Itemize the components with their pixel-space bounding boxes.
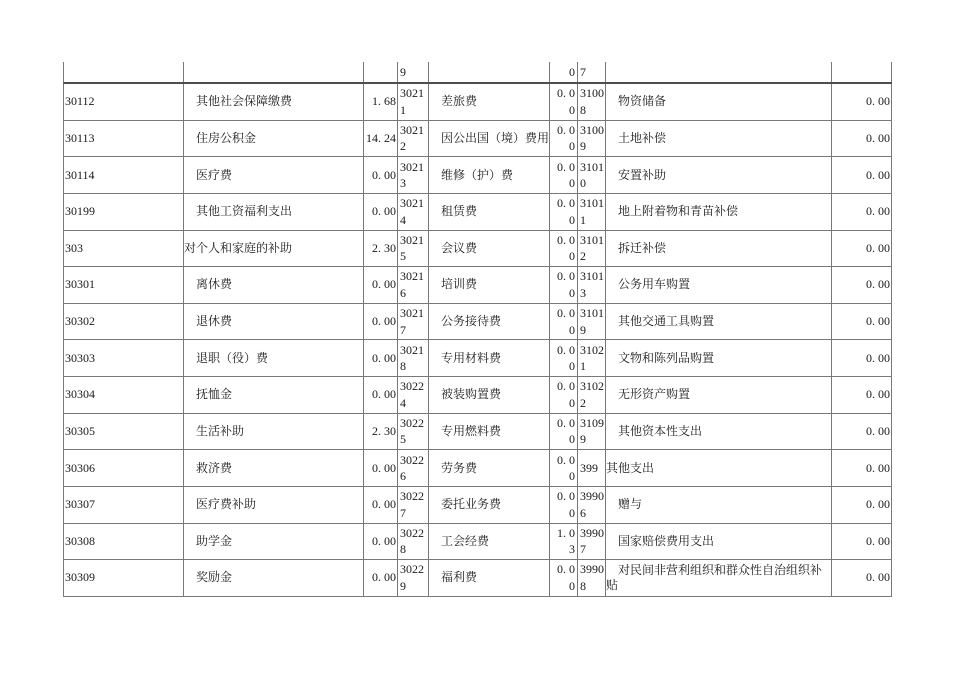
table-row <box>63 304 892 341</box>
code-line: 0 <box>580 176 586 191</box>
name-text: 公务用车购置 <box>618 277 691 292</box>
value-line: 0 <box>569 139 575 154</box>
name-text: 物资储备 <box>618 94 667 109</box>
value-cell: 2. 30 <box>364 414 398 450</box>
code-cell <box>578 450 606 486</box>
code-cell <box>578 414 606 450</box>
code-cell <box>578 487 606 523</box>
name-text: 劳务费 <box>441 460 478 475</box>
code-line: 3021 <box>400 232 424 247</box>
value-cell <box>550 267 578 303</box>
name-cell <box>429 377 550 413</box>
code-line: 3109 <box>580 415 604 430</box>
code-cell: 30302 <box>64 304 184 340</box>
code-line: 3022 <box>400 452 424 467</box>
name-text: 退职（役）费 <box>196 350 269 365</box>
name-cell <box>429 304 550 340</box>
table-row <box>63 414 892 451</box>
value-line: 0. 0 <box>557 86 575 101</box>
value-cell: 0. 00 <box>364 450 398 486</box>
value-cell <box>550 340 578 376</box>
value-line: 0 <box>569 176 575 191</box>
name-cell <box>429 487 550 523</box>
name-text: 离休费 <box>196 277 233 292</box>
name-cell <box>606 121 832 157</box>
code-cell <box>398 414 429 450</box>
code-cell <box>398 157 429 193</box>
value-cell: 0. 00 <box>832 524 892 560</box>
code-cell <box>398 231 429 267</box>
table-row <box>63 121 892 158</box>
value-line: 0 <box>569 212 575 227</box>
name-cell <box>429 414 550 450</box>
name-text: 其他交通工具购置 <box>618 314 715 329</box>
name-text: 退休费 <box>196 314 233 329</box>
value-line: 1. 0 <box>557 525 575 540</box>
table-row <box>63 377 892 414</box>
code-line: 3101 <box>580 232 604 247</box>
name-cell <box>184 157 364 193</box>
name-text: 培训费 <box>441 277 478 292</box>
value-cell: 0. 00 <box>364 304 398 340</box>
code-cell <box>398 524 429 560</box>
name-text: 维修（护）费 <box>441 167 514 182</box>
code-line: 8 <box>400 359 406 374</box>
value-line: 0 <box>569 65 575 79</box>
value-cell <box>550 524 578 560</box>
code-line: 5 <box>400 249 406 264</box>
value-cell: 0. 00 <box>832 414 892 450</box>
value-cell: 2. 30 <box>364 231 398 267</box>
name-cell <box>606 157 832 193</box>
code-line: 3990 <box>580 525 604 540</box>
value-cell: 0. 00 <box>364 157 398 193</box>
code-line: 3021 <box>400 122 424 137</box>
value-line: 0. 0 <box>557 306 575 321</box>
value-cell: 0. 00 <box>364 560 398 596</box>
code-line: 9 <box>580 139 586 154</box>
code-line: 3022 <box>400 379 424 394</box>
value-cell <box>550 560 578 596</box>
code-line: 1 <box>400 102 406 117</box>
value-cell <box>550 231 578 267</box>
code-cell <box>578 121 606 157</box>
code-line: 1 <box>580 359 586 374</box>
code-line: 6 <box>400 469 406 484</box>
table-row <box>63 560 892 597</box>
name-cell <box>184 524 364 560</box>
code-cell <box>578 157 606 193</box>
name-cell <box>184 231 364 267</box>
value-line: 3 <box>569 542 575 557</box>
value-line: 0 <box>569 505 575 520</box>
name-text: 助学金 <box>196 533 233 548</box>
code-line: 3021 <box>400 306 424 321</box>
code-line: 3 <box>400 176 406 191</box>
code-line: 3990 <box>580 489 604 504</box>
name-text: 医疗费补助 <box>196 497 257 512</box>
code-cell <box>578 377 606 413</box>
name-cell <box>184 194 364 230</box>
name-text: 奖励金 <box>196 570 233 585</box>
code-line: 2 <box>580 395 586 410</box>
code-line: 8 <box>580 578 586 593</box>
name-cell <box>606 450 832 486</box>
code-line: 2 <box>580 249 586 264</box>
code-cell <box>64 62 184 82</box>
code-cell: 30113 <box>64 121 184 157</box>
name-text: 安置补助 <box>618 167 667 182</box>
name-text: 抚恤金 <box>196 387 233 402</box>
name-cell <box>429 267 550 303</box>
name-text: 国家赔偿费用支出 <box>618 533 715 548</box>
code-cell <box>578 267 606 303</box>
code-line: 3101 <box>580 159 604 174</box>
table-row <box>63 84 892 121</box>
name-text: 对个人和家庭的补助 <box>184 240 293 255</box>
name-cell <box>184 84 364 120</box>
code-cell <box>578 304 606 340</box>
name-cell <box>429 157 550 193</box>
name-cell <box>429 62 550 82</box>
table-row <box>63 267 892 304</box>
value-line: 0 <box>569 432 575 447</box>
name-text: 住房公积金 <box>196 130 257 145</box>
name-cell <box>184 560 364 596</box>
code-cell <box>398 377 429 413</box>
name-text: 因公出国（境）费用 <box>441 130 550 145</box>
value-cell <box>364 62 398 82</box>
value-line: 0 <box>569 102 575 117</box>
value-cell: 0. 00 <box>832 450 892 486</box>
name-cell <box>429 560 550 596</box>
name-cell <box>429 84 550 120</box>
name-cell <box>429 524 550 560</box>
name-cell <box>184 414 364 450</box>
code-cell <box>578 62 606 82</box>
code-line: 7 <box>580 542 586 557</box>
name-cell <box>429 340 550 376</box>
name-text: 专用燃料费 <box>441 423 502 438</box>
code-line: 3021 <box>400 342 424 357</box>
table-row <box>63 340 892 377</box>
name-cell <box>606 524 832 560</box>
name-cell <box>184 304 364 340</box>
value-line: 0. 0 <box>557 122 575 137</box>
code-line: 3101 <box>580 269 604 284</box>
value-line: 0. 0 <box>557 159 575 174</box>
value-cell: 0. 00 <box>832 194 892 230</box>
code-cell <box>578 340 606 376</box>
value-line: 0. 0 <box>557 342 575 357</box>
value-cell: 0. 00 <box>364 487 398 523</box>
table-row <box>63 194 892 231</box>
code-cell <box>398 304 429 340</box>
code-cell <box>398 62 429 82</box>
code-cell <box>398 560 429 596</box>
value-cell: 0. 00 <box>832 231 892 267</box>
value-cell: 0. 00 <box>832 267 892 303</box>
value-line: 0 <box>569 249 575 264</box>
code-line: 3021 <box>400 269 424 284</box>
code-line: 3100 <box>580 86 604 101</box>
code-line: 3022 <box>400 489 424 504</box>
code-cell: 30307 <box>64 487 184 523</box>
name-text: 会议费 <box>441 240 478 255</box>
code-line: 3990 <box>580 562 604 577</box>
code-cell <box>578 560 606 596</box>
name-cell <box>184 450 364 486</box>
code-line: 8 <box>400 542 406 557</box>
name-text: 对民间非营利组织和群众性自治组织补贴 <box>606 562 823 592</box>
value-line: 0. 0 <box>557 379 575 394</box>
name-text: 公务接待费 <box>441 314 502 329</box>
value-cell <box>550 121 578 157</box>
code-line: 399 <box>580 460 598 475</box>
value-line: 0. 0 <box>557 562 575 577</box>
name-text: 土地补偿 <box>618 130 667 145</box>
name-cell <box>606 414 832 450</box>
name-cell <box>606 62 832 82</box>
name-cell <box>184 267 364 303</box>
name-text: 其他支出 <box>606 460 655 475</box>
name-text: 被装购置费 <box>441 387 502 402</box>
code-line: 7 <box>580 65 586 79</box>
value-line: 0. 0 <box>557 196 575 211</box>
code-line: 6 <box>580 505 586 520</box>
value-cell <box>550 414 578 450</box>
code-line: 9 <box>400 65 406 79</box>
value-cell <box>550 62 578 82</box>
value-cell: 1. 68 <box>364 84 398 120</box>
name-text: 其他资本性支出 <box>618 423 703 438</box>
value-line: 0 <box>569 578 575 593</box>
value-cell: 0. 00 <box>364 340 398 376</box>
table-row <box>63 524 892 561</box>
code-line: 3102 <box>580 342 604 357</box>
code-cell <box>398 487 429 523</box>
value-cell <box>550 304 578 340</box>
name-text: 拆迁补偿 <box>618 240 667 255</box>
code-line: 7 <box>400 322 406 337</box>
value-cell <box>550 84 578 120</box>
name-cell <box>606 560 832 596</box>
name-cell <box>184 62 364 82</box>
name-text: 赠与 <box>618 497 643 512</box>
value-line: 0 <box>569 395 575 410</box>
code-cell: 303 <box>64 231 184 267</box>
value-cell <box>832 62 892 82</box>
code-line: 3022 <box>400 562 424 577</box>
value-cell <box>550 157 578 193</box>
code-cell <box>578 231 606 267</box>
code-line: 1 <box>580 212 586 227</box>
code-cell: 30304 <box>64 377 184 413</box>
name-text: 福利费 <box>441 570 478 585</box>
table-row-partial <box>63 62 892 84</box>
code-cell: 30114 <box>64 157 184 193</box>
value-cell: 0. 00 <box>832 304 892 340</box>
name-text: 救济费 <box>196 460 233 475</box>
name-cell <box>429 121 550 157</box>
name-cell <box>184 121 364 157</box>
code-cell: 30306 <box>64 450 184 486</box>
value-cell <box>550 487 578 523</box>
name-text: 无形资产购置 <box>618 387 691 402</box>
code-cell <box>398 267 429 303</box>
code-line: 2 <box>400 139 406 154</box>
name-text: 生活补助 <box>196 423 245 438</box>
name-text: 文物和陈列品购置 <box>618 350 715 365</box>
table-row <box>63 157 892 194</box>
name-text: 工会经费 <box>441 533 490 548</box>
table-row <box>63 231 892 268</box>
name-cell <box>184 487 364 523</box>
code-cell <box>398 121 429 157</box>
value-line: 0 <box>569 285 575 300</box>
code-line: 7 <box>400 505 406 520</box>
name-cell <box>606 84 832 120</box>
code-cell <box>398 84 429 120</box>
value-line: 0 <box>569 322 575 337</box>
code-cell: 30303 <box>64 340 184 376</box>
code-line: 9 <box>580 432 586 447</box>
code-line: 3022 <box>400 525 424 540</box>
name-text: 地上附着物和青苗补偿 <box>618 204 739 219</box>
value-line: 0 <box>569 469 575 484</box>
name-cell <box>606 194 832 230</box>
value-cell: 0. 00 <box>364 524 398 560</box>
value-cell: 0. 00 <box>832 121 892 157</box>
value-line: 0. 0 <box>557 232 575 247</box>
value-cell: 0. 00 <box>832 84 892 120</box>
code-cell <box>398 340 429 376</box>
code-line: 3102 <box>580 379 604 394</box>
code-cell: 30301 <box>64 267 184 303</box>
name-cell <box>184 377 364 413</box>
code-line: 3101 <box>580 196 604 211</box>
budget-table <box>63 62 892 597</box>
code-line: 3 <box>580 285 586 300</box>
code-cell: 30199 <box>64 194 184 230</box>
value-cell: 14. 24 <box>364 121 398 157</box>
code-cell <box>578 524 606 560</box>
value-cell: 0. 00 <box>364 267 398 303</box>
code-line: 3021 <box>400 159 424 174</box>
value-cell <box>550 194 578 230</box>
name-text: 其他社会保障缴费 <box>196 94 293 109</box>
value-cell: 0. 00 <box>832 377 892 413</box>
name-text: 差旅费 <box>441 94 478 109</box>
code-cell <box>398 450 429 486</box>
value-line: 0. 0 <box>557 415 575 430</box>
name-cell <box>429 231 550 267</box>
name-text: 租赁费 <box>441 204 478 219</box>
name-cell <box>606 304 832 340</box>
code-line: 3021 <box>400 196 424 211</box>
code-line: 3022 <box>400 415 424 430</box>
code-cell: 30305 <box>64 414 184 450</box>
code-cell: 30309 <box>64 560 184 596</box>
code-line: 5 <box>400 432 406 447</box>
code-line: 6 <box>400 285 406 300</box>
table-row <box>63 450 892 487</box>
value-cell <box>550 450 578 486</box>
name-cell <box>606 231 832 267</box>
code-cell <box>398 194 429 230</box>
name-cell <box>606 377 832 413</box>
value-line: 0 <box>569 359 575 374</box>
name-text: 医疗费 <box>196 167 233 182</box>
code-line: 4 <box>400 395 406 410</box>
code-line: 3100 <box>580 122 604 137</box>
name-text: 其他工资福利支出 <box>196 204 293 219</box>
value-line: 0. 0 <box>557 452 575 467</box>
table-row <box>63 487 892 524</box>
value-line: 0. 0 <box>557 489 575 504</box>
name-cell <box>606 340 832 376</box>
name-cell <box>606 267 832 303</box>
value-cell: 0. 00 <box>364 377 398 413</box>
code-line: 9 <box>400 578 406 593</box>
code-line: 3101 <box>580 306 604 321</box>
value-cell: 0. 00 <box>832 560 892 596</box>
name-cell <box>429 194 550 230</box>
code-cell <box>578 84 606 120</box>
name-text: 专用材料费 <box>441 350 502 365</box>
code-line: 8 <box>580 102 586 117</box>
name-cell <box>184 340 364 376</box>
name-text: 委托业务费 <box>441 497 502 512</box>
code-line: 3021 <box>400 86 424 101</box>
code-line: 9 <box>580 322 586 337</box>
value-cell <box>550 377 578 413</box>
code-cell: 30112 <box>64 84 184 120</box>
value-line: 0. 0 <box>557 269 575 284</box>
value-cell: 0. 00 <box>832 487 892 523</box>
code-line: 4 <box>400 212 406 227</box>
name-cell <box>429 450 550 486</box>
value-cell: 0. 00 <box>832 157 892 193</box>
value-cell: 0. 00 <box>832 340 892 376</box>
name-cell <box>606 487 832 523</box>
code-cell: 30308 <box>64 524 184 560</box>
code-cell <box>578 194 606 230</box>
value-cell: 0. 00 <box>364 194 398 230</box>
